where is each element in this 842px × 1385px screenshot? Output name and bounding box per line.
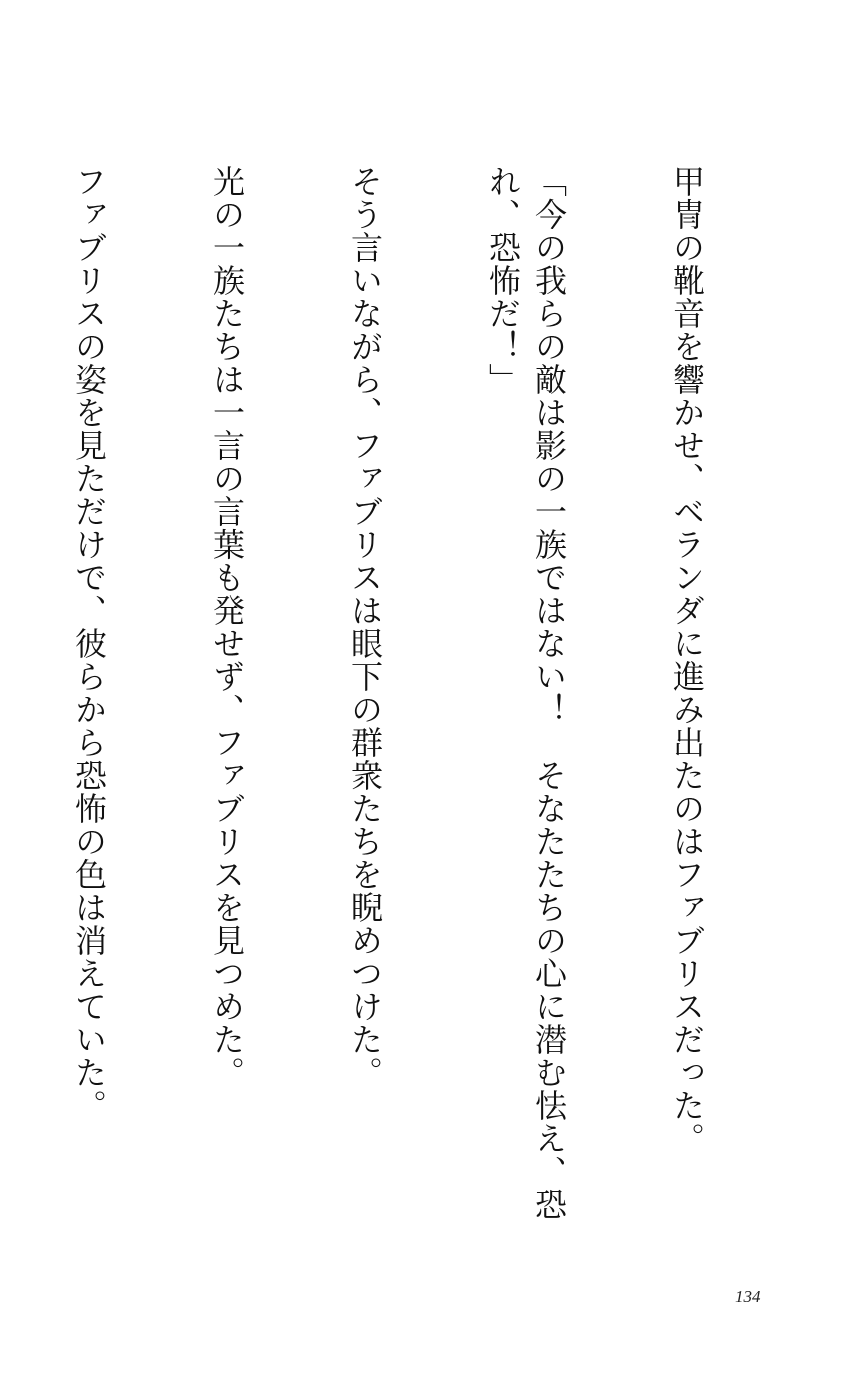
text-line: そう言いながら、ファブリスは眼下の群衆たちを睨めつけた。 <box>346 165 384 1089</box>
text-line: ファブリスの姿を見ただけで、彼らから恐怖の色は消えていた。 <box>70 165 108 1122</box>
text-line: 光の一族たちは一言の言葉も発せず、ファブリスを見つめた。 <box>208 165 246 1089</box>
text-line: 甲冑の靴音を響かせ、ベランダに進み出たのはファブリスだった。 <box>668 165 706 1155</box>
vertical-text-body <box>0 165 802 1285</box>
page-number: 134 <box>735 1287 761 1306</box>
text-line: 「今の我らの敵は影の一族ではない！ そなたたちの心に潜む怯え、恐れ、恐怖だ！」 <box>484 165 568 1221</box>
